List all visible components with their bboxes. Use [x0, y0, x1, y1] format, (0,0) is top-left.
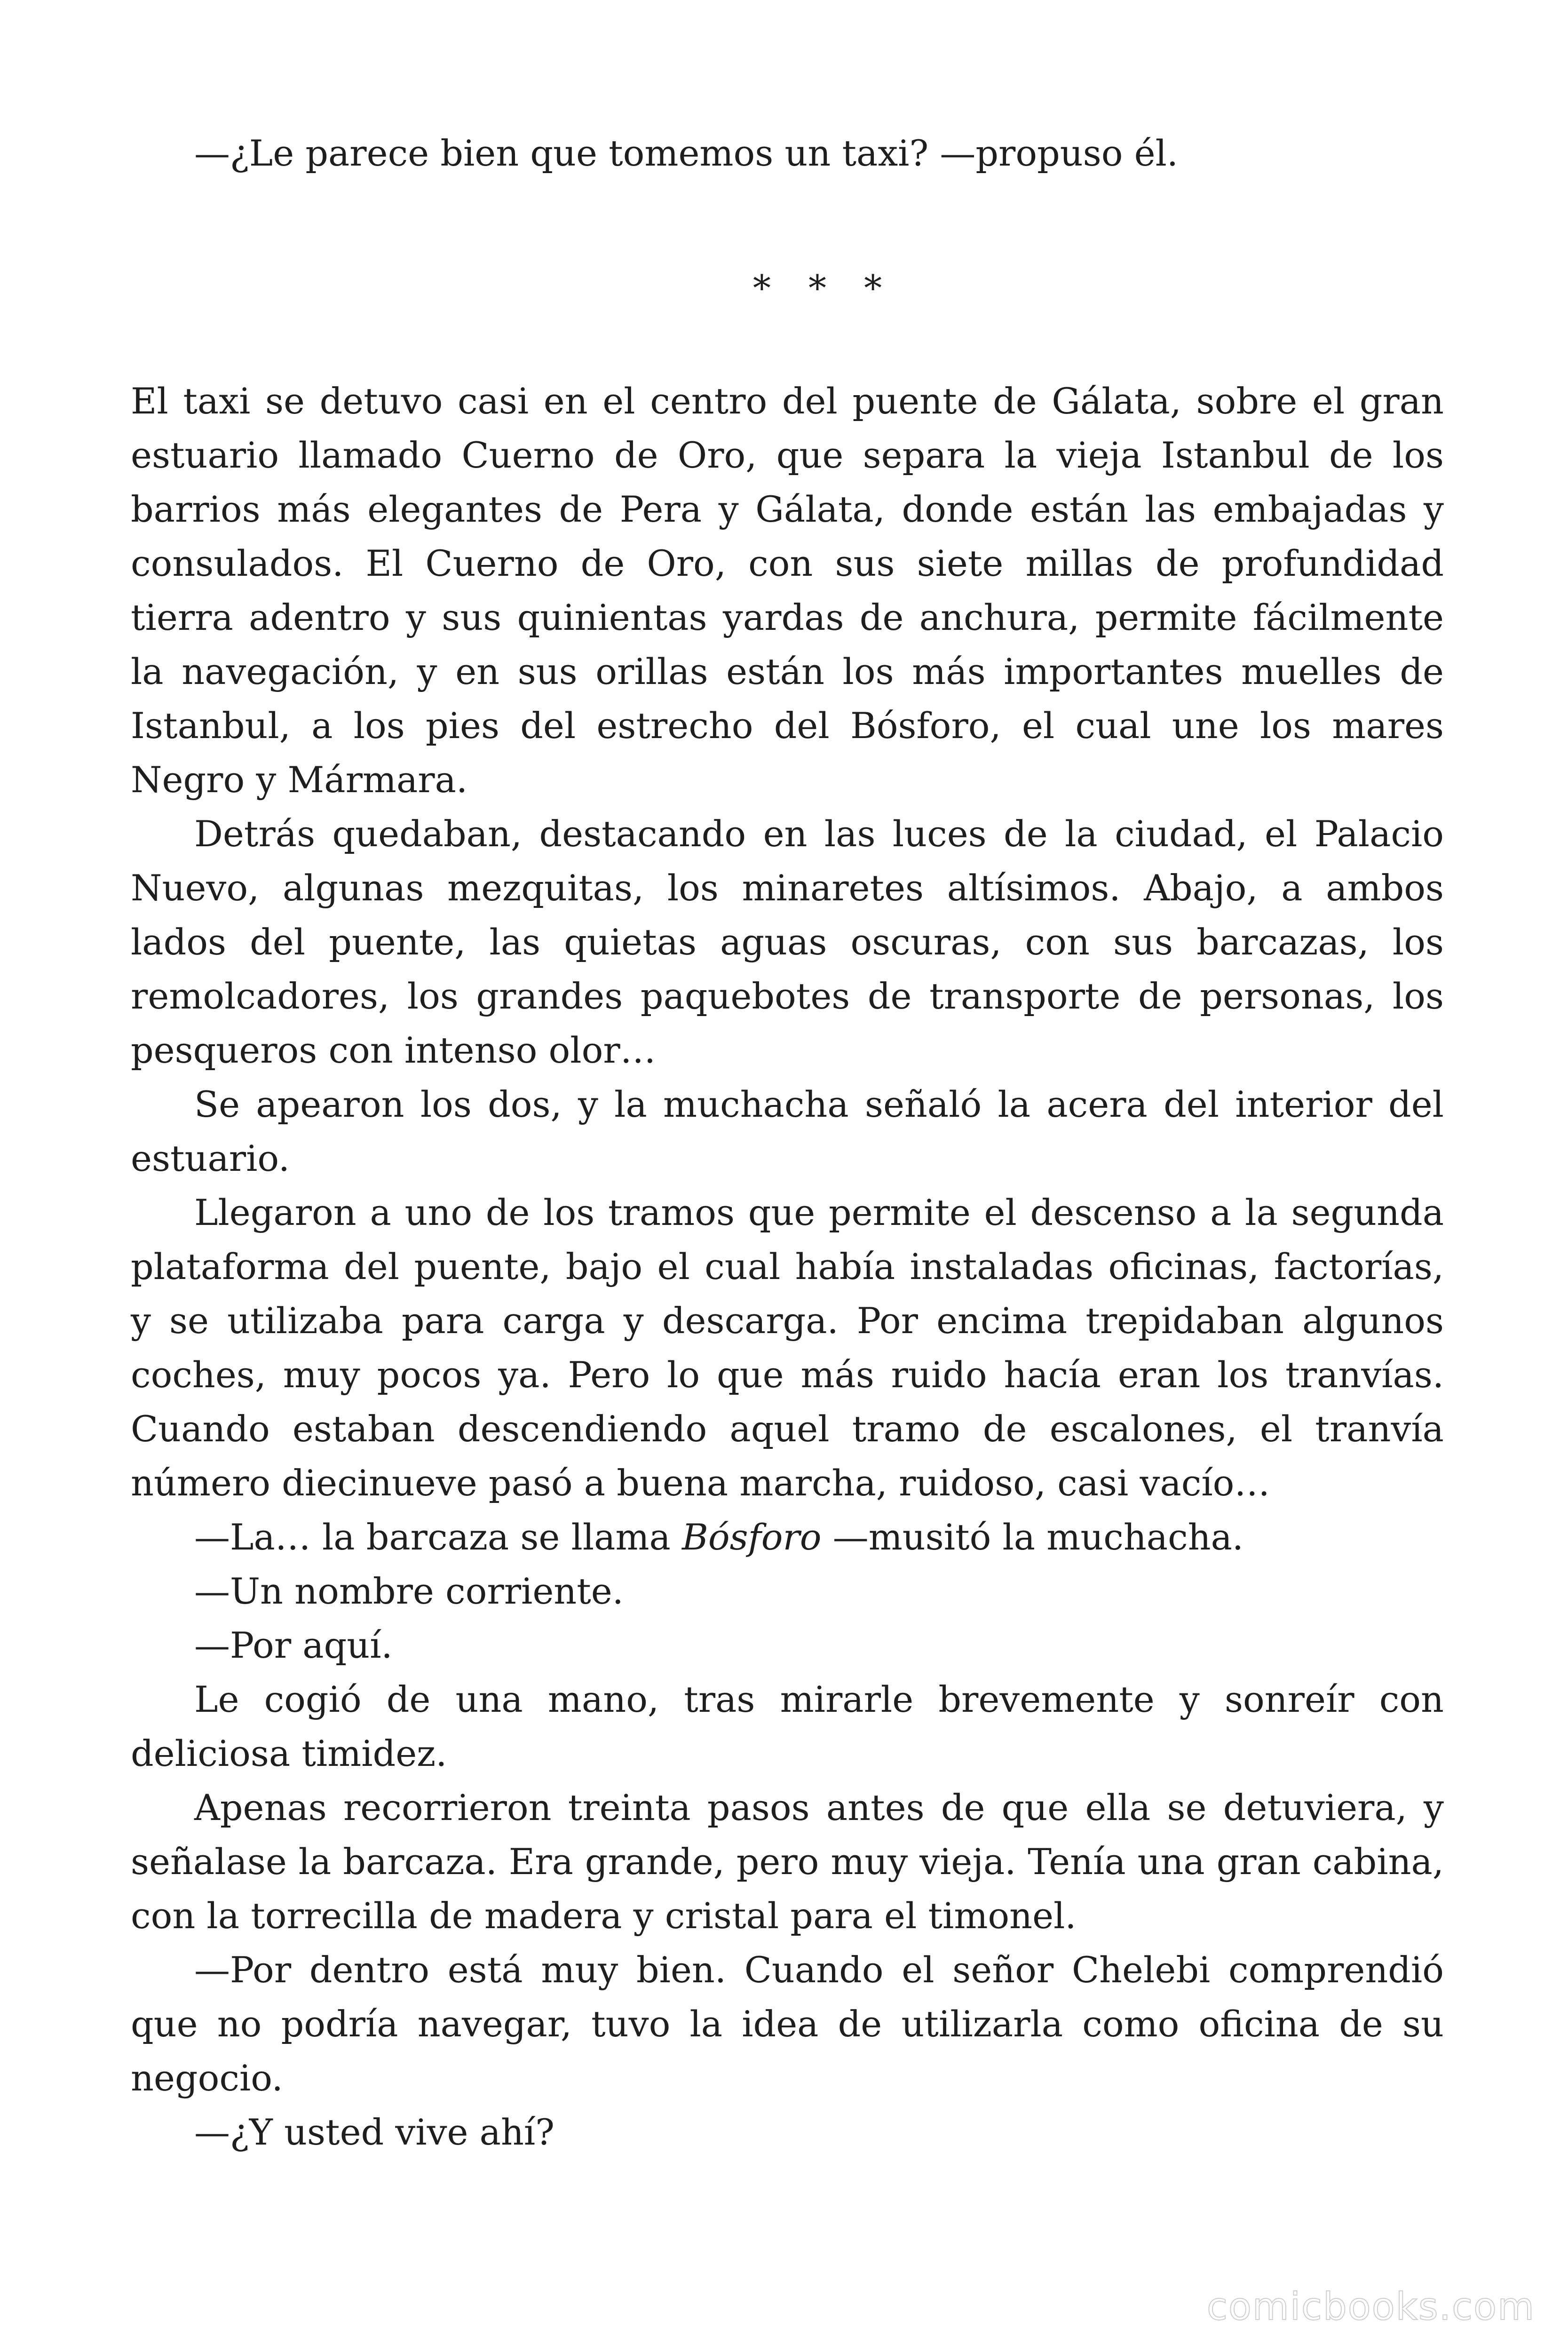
- paragraph-hand: Le cogió de una mano, tras mirarle brevemente y sonreír con deliciosa timidez.: [131, 1678, 1444, 1774]
- watermark-logo: comicbooks.com: [1206, 2285, 1535, 2328]
- paragraph-1: El taxi se detuvo casi en el centro del puente de Gálata, sobre el gran estuario llamado Cuerno de Oro, que separa la vieja Istanbul de los barrios más elegantes de Pera y Gálata, donde están las embajadas y consulados. El Cuerno de Oro, con sus siete millas de profundidad tierra adentro y sus quinientas yardas de anchura, permite fácilmente la navegación, y en sus orillas están los más importantes muelles de Istanbul, a los pies del estrecho del Bósforo, el cual une los mares Negro y Mármara.: [131, 380, 1444, 801]
- dialogue-inside: —Por dentro está muy bien. Cuando el señor Chelebi comprendió que no podría navegar, tuvo la idea de utilizarla como oficina de su negocio.: [131, 1949, 1444, 2099]
- opening-dialogue-line: —¿Le parece bien que tomemos un taxi? —propuso él.: [194, 132, 1179, 174]
- paragraph-steps: Apenas recorrieron treinta pasos antes de que ella se detuviera, y señalase la barcaza. Era grande, pero muy vieja. Tenía una gran cabina, con la torrecilla de madera y cristal para el timonel.: [131, 1787, 1444, 1937]
- dialogue-boat-after: —musitó la muchacha.: [821, 1516, 1244, 1558]
- dialogue-this-way: —Por aquí.: [194, 1624, 393, 1666]
- dialogue-boat-before: —La… la barcaza se llama: [194, 1516, 682, 1558]
- dialogue-common-name: —Un nombre corriente.: [194, 1570, 624, 1612]
- dialogue-boat-name: [131, 1510, 1444, 1564]
- boat-name-italic: Bósforo: [681, 1516, 822, 1558]
- dialogue-live-there: —¿Y usted vive ahí?: [194, 2111, 554, 2153]
- paragraph-3: Se apearon los dos, y la muchacha señaló la acera del interior del estuario.: [131, 1083, 1444, 1179]
- paragraph-2: Detrás quedaban, destacando en las luces de la ciudad, el Palacio Nuevo, algunas mezquitas, los minaretes altísimos. Abajo, a ambos lados del puente, las quietas aguas oscuras, con sus barcazas, los remolcadores, los grandes paquebotes de transporte de personas, los pesqueros con intenso olor…: [131, 813, 1444, 1071]
- opening-dialogue-block: [131, 126, 1444, 180]
- main-text-body: [131, 374, 1444, 2159]
- paragraph-4: Llegaron a uno de los tramos que permite el descenso a la segunda plataforma del puente, bajo el cual había instaladas oficinas, factorías, y se utilizaba para carga y descarga. Por encima trepidaban algunos coches, muy pocos ya. Pero lo que más ruido hacía eran los tranvías. Cuando estaban descendiendo aquel tramo de escalones, el tranvía número diecinueve pasó a buena marcha, ruidoso, casi vacío…: [131, 1192, 1444, 1504]
- section-separator: * * *: [752, 267, 895, 309]
